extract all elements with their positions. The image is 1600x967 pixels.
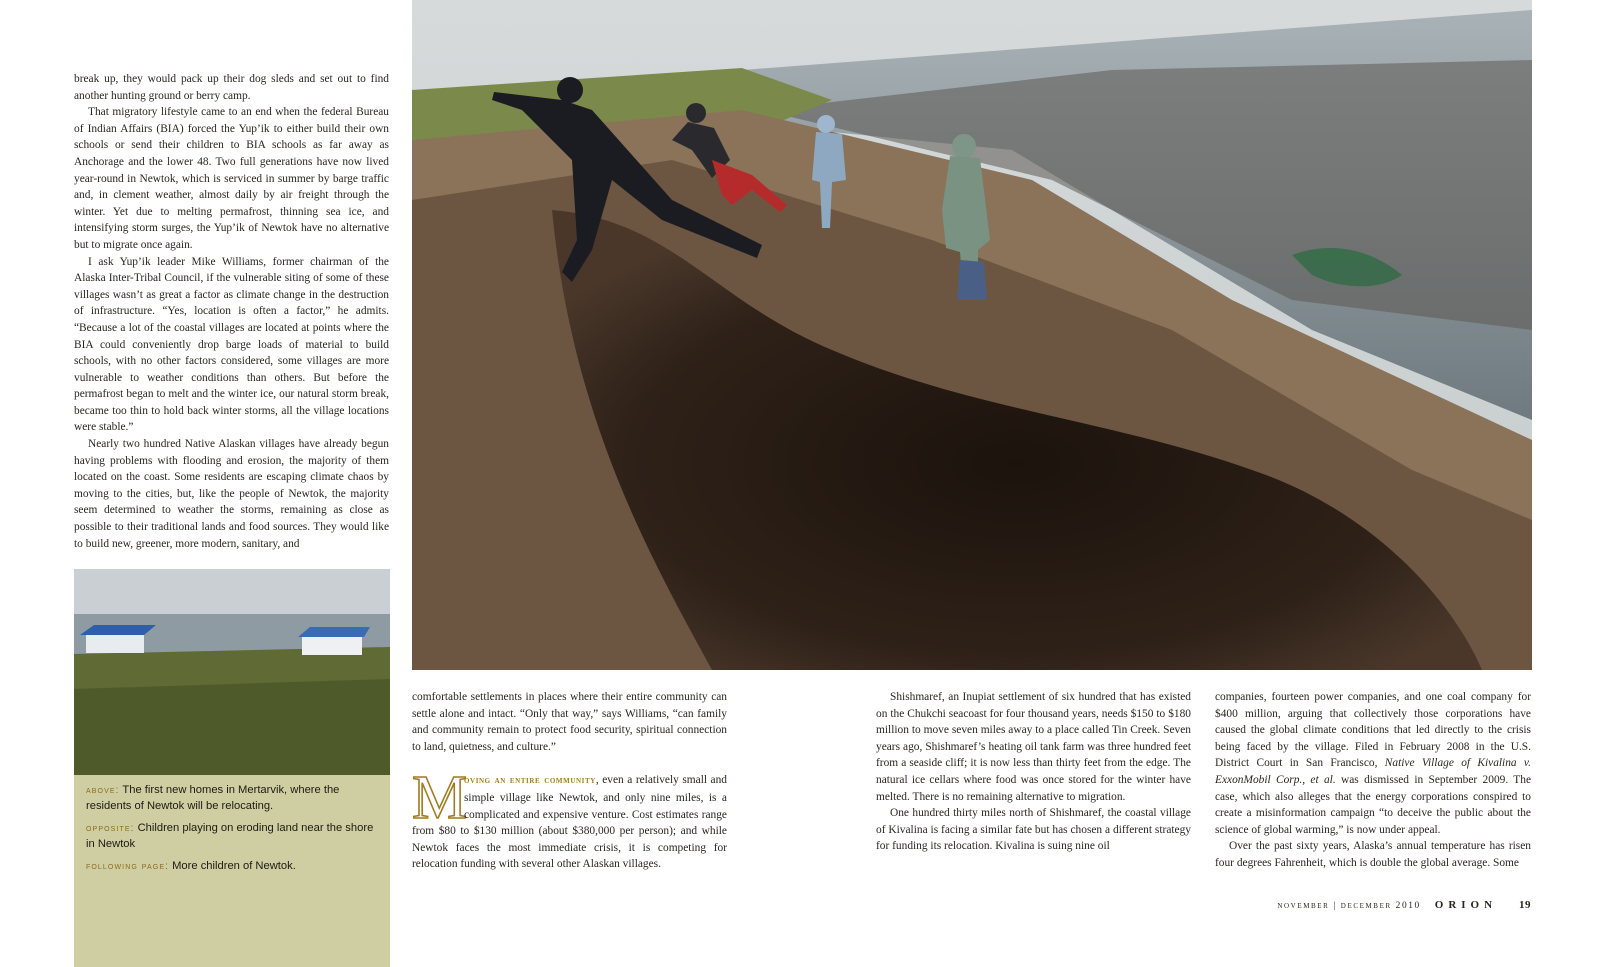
paragraph: That migratory lifestyle came to an end when the federal Bureau of Indian Affairs (BIA) forced the Yup’ik to either build their own schools or send their children to BIA schools as far away as Anchorage and the lower 48. Two full generations have now lived year-round in Newtok, which is serviced in summer by barge traffic and, in clement weather, almost daily by air freight through the winter. Yet due to melting permafrost, thinning sea ice, and intensifying storm surges, the Yup’ik of Newtok have no alternative but to migrate once again.	[74, 106, 389, 251]
caption-following-page	[86, 859, 380, 875]
caption-text: The first new homes in Mertarvik, where the residents of Newtok will be relocating.	[86, 784, 340, 812]
paragraph-text: companies, fourteen power companies, and one coal company for $400 million, arguing that collectively those corporations have caused the global climate conditions that led directly to the crisis being faced by the village. Filed in February 2008 in the U.S. District Court in San Francisco,	[1215, 691, 1531, 770]
paragraph-text: , even a relatively small and simple village like Newtok, and only nine miles, is a complicated and expensive venture. Cost estimates range from $80 to $130 million (about $380,000 per person); and while Newtok faces the most immediate crisis, it is competing for relocation funding with several other Alaskan villages.	[412, 774, 727, 871]
caption-panel	[74, 569, 390, 967]
section-opening-paragraph	[412, 764, 727, 873]
article-column-3	[876, 689, 1191, 855]
captions	[86, 783, 380, 882]
lead-in: oving an entire community	[464, 775, 596, 787]
caption-text: Children playing on eroding land near the shore in Newtok	[86, 822, 374, 850]
caption-text: More children of Newtok.	[172, 860, 296, 872]
caption-above	[86, 783, 380, 814]
article-column-2	[412, 689, 727, 873]
paragraph: Shishmaref, an Inupiat settlement of six hundred that has existed on the Chukchi seacoast for four thousand years, needs $150 to $180 million to move seven miles away to a place called Tin Creek. Seven years ago, Shishmaref’s heating oil tank farm was three hundred feet from a seaside cliff; it is now less than thirty feet from the edge. The natural ice cellars where food was once stored for the winter have melted. There is no remaining alternative to migration.	[876, 691, 1191, 803]
paragraph-text: was dismissed in September 2009. The case, which also alleges that the energy corporations conspired to create a misinformation campaign “to deceive the public about the science of global warming,” is now under appeal.	[1215, 773, 1532, 836]
paragraph: break up, they would pack up their dog sleds and set out to find another hunting ground or berry camp.	[74, 73, 389, 102]
caption-label: opposite:	[86, 823, 135, 834]
paragraph: One hundred thirty miles north of Shishmaref, the coastal village of Kivalina is facing a similar fate but has chosen a different strategy for funding its relocation. Kivalina is suing nine oil	[876, 807, 1191, 853]
paragraph: comfortable settlements in places where their entire community can settle alone and intact. “Only that way,” says Williams, “can family and community remain to protect food security, spiritual connection to land, quietness, and culture.”	[412, 691, 727, 753]
case-name: Native Village of Kivalina v. ExxonMobil Corp., et al.	[1215, 757, 1531, 786]
paragraph: I ask Yup’ik leader Mike Williams, former chairman of the Alaska Inter-Tribal Council, if the vulnerable siting of some of these villages wasn’t as great a factor as climate change in the destruction of infrastructure. “Yes, location is often a factor,” he admits. “Because a lot of the coastal villages are located at points where the BIA could conveniently drop barge loads of material to build schools, with no other factors considered, some villages are more vulnerable to weather conditions than others. But before the permafrost began to melt and the winter ice, our natural storm break, became too thin to hold back winter storms, all the village locations were stable.”	[74, 255, 389, 434]
issue-date: november | december 2010	[1277, 901, 1421, 911]
article-column-4	[1215, 689, 1531, 872]
paragraph: Over the past sixty years, Alaska’s annual temperature has risen four degrees Fahrenheit, which is double the global average. Some	[1215, 840, 1531, 869]
photo-new-homes-mertarvik	[74, 569, 390, 775]
article-column-1	[74, 71, 389, 556]
paragraph: Nearly two hundred Native Alaskan villages have already begun having problems with flooding and erosion, the majority of them located on the coast. Some residents are escaping climate chaos by moving to the cities, but, like the people of Newtok, the majority seem determined to weather the storms, remaining as close as possible to their traditional lands and food sources. They would like to build new, greener, more modern, sanitary, and	[74, 438, 389, 550]
page-number: 19	[1519, 899, 1531, 911]
drop-cap: M	[412, 764, 468, 833]
main-photo-children-eroding-land	[412, 0, 1532, 670]
caption-opposite	[86, 821, 380, 852]
magazine-name: ORION	[1434, 899, 1498, 911]
caption-label: above:	[86, 785, 120, 796]
caption-label: following page:	[86, 861, 169, 872]
paragraph	[1215, 689, 1531, 838]
page-footer	[1000, 899, 1531, 911]
